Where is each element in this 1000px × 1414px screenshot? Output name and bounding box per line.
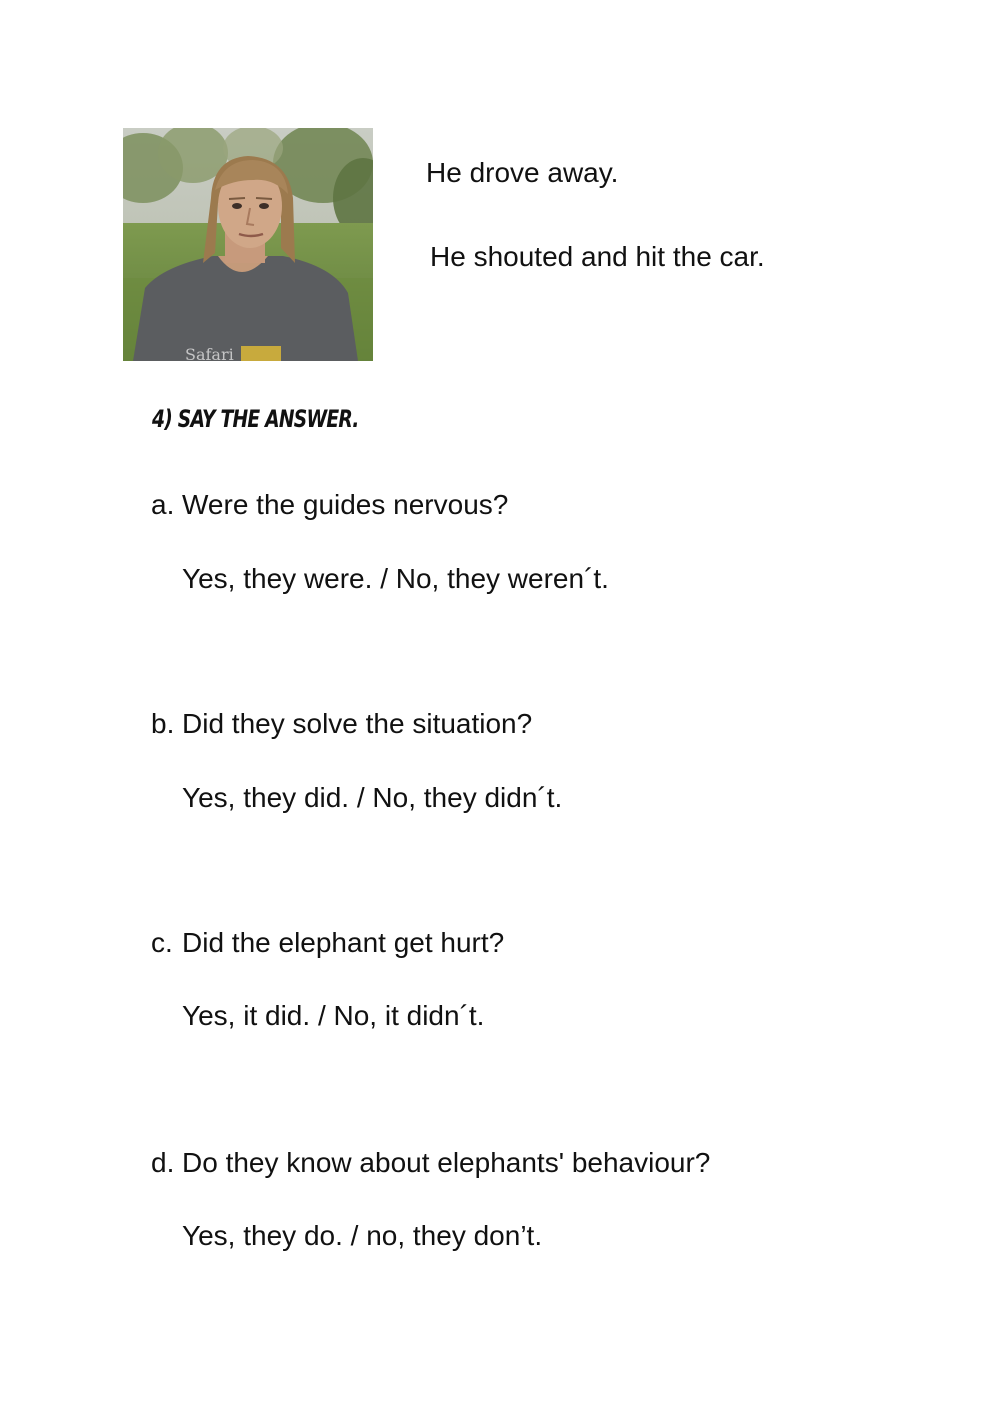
question-text: Were the guides nervous? (182, 489, 509, 520)
question-text: Did the elephant get hurt? (182, 927, 505, 958)
question-text: Do they know about elephants' behaviour? (182, 1147, 711, 1178)
guide-photo (123, 128, 373, 361)
svg-text:Safari: Safari (185, 345, 234, 361)
answer-options: Yes, it did. / No, it didn´t. (182, 1000, 485, 1031)
question-letter: c. (151, 927, 173, 958)
section-heading: 4) SAY THE ANSWER. (152, 405, 359, 433)
answer-options: Yes, they did. / No, they didn´t. (182, 782, 563, 813)
question-letter: b. (151, 708, 175, 739)
statement-drove-away: He drove away. (426, 157, 619, 188)
statement-shouted-hit-car: He shouted and hit the car. (430, 241, 765, 272)
guide-portrait-image (123, 128, 373, 361)
answer-options: Yes, they do. / no, they don’t. (182, 1220, 543, 1251)
question-text: Did they solve the situation? (182, 708, 533, 739)
question-letter: a. (151, 489, 175, 520)
question-letter: d. (151, 1147, 175, 1178)
answer-options: Yes, they were. / No, they weren´t. (182, 563, 609, 594)
